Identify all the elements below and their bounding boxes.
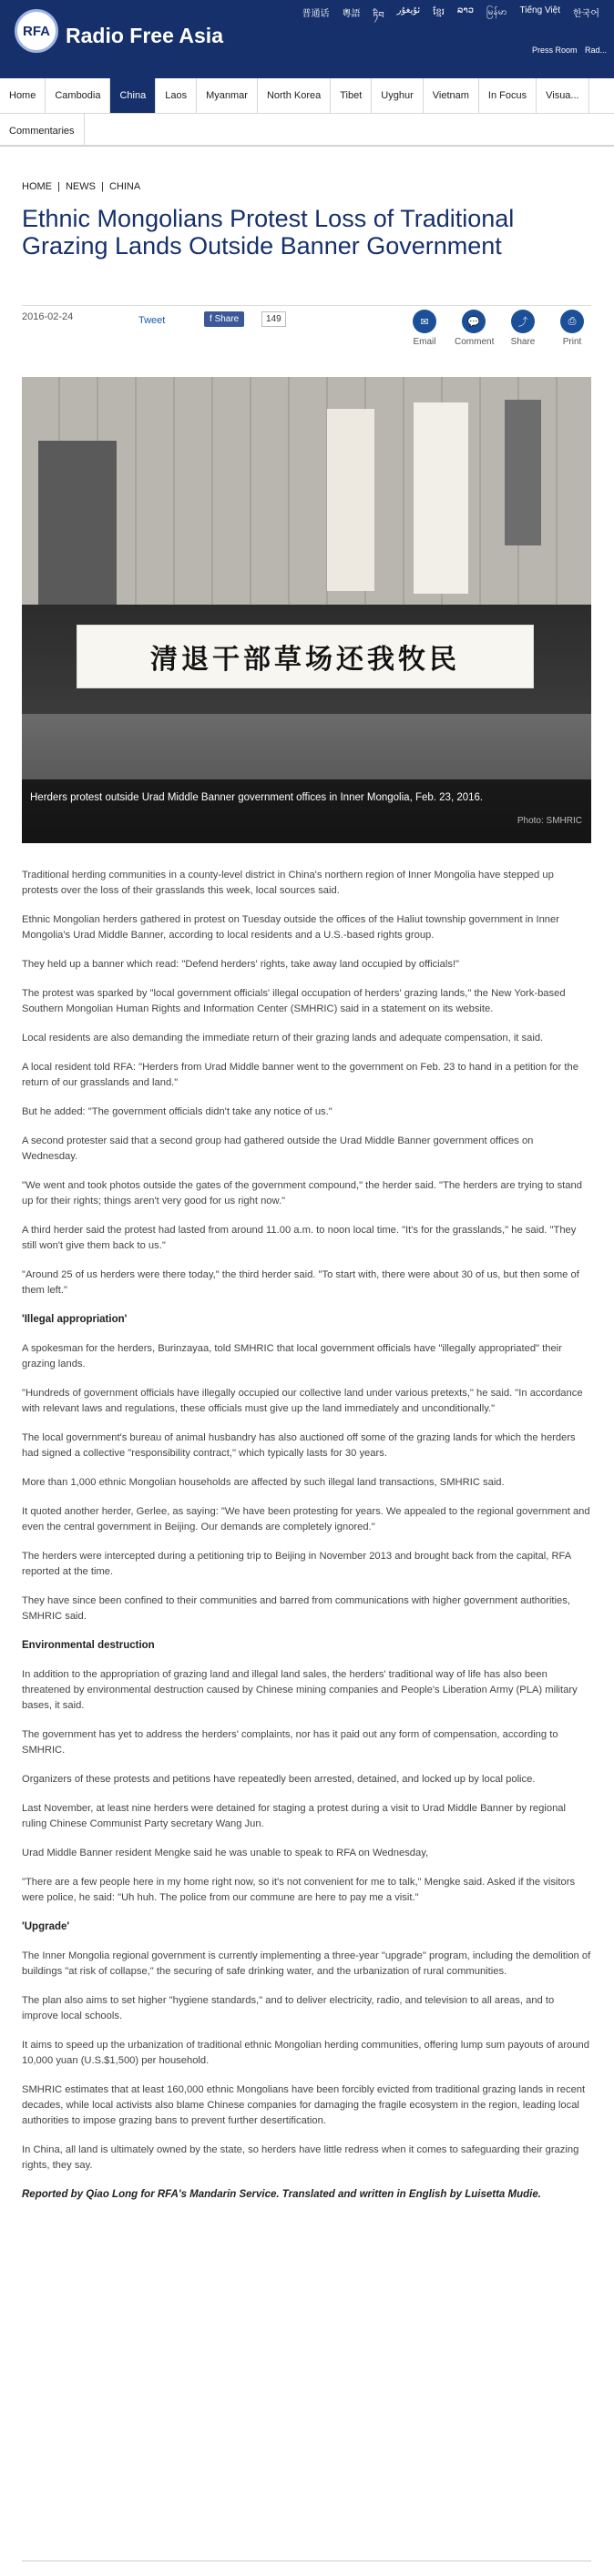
article-paragraph: A spokesman for the herders, Burinzayaa, told SMHRIC that local government officials have "illegally appropriated" their grazing lands. <box>22 1343 562 1369</box>
breadcrumb-home[interactable]: HOME <box>22 181 52 192</box>
nav-item-myanmar[interactable]: Myanmar <box>197 78 258 113</box>
article-body <box>22 868 591 2216</box>
article-paragraph: The herders were intercepted during a petitioning trip to Beijing in November 2013 and brought back from the capital, RFA reported at the time. <box>22 1551 571 1577</box>
nav-item-commentaries[interactable]: Commentaries <box>0 114 85 145</box>
facebook-icon: f <box>210 314 215 324</box>
article-paragraph: But he added: "The government officials didn't take any notice of us." <box>22 1106 333 1117</box>
lang-link[interactable]: မြန်မာ <box>486 7 507 17</box>
article-paragraph: A local resident told RFA: "Herders from Urad Middle banner went to the government on Feb. 23 to hand in a petition for the return of our grasslands and land." <box>22 1062 578 1088</box>
radio-link[interactable]: Rad... <box>584 46 607 55</box>
breadcrumb-china[interactable]: CHINA <box>108 181 141 192</box>
nav-item-uyghur[interactable]: Uyghur <box>372 78 423 113</box>
photo-credit: Photo: SMHRIC <box>517 816 582 826</box>
photo-sign <box>505 400 541 545</box>
print-button[interactable] <box>553 310 591 347</box>
article-paragraph: Urad Middle Banner resident Mengke said he was unable to speak to RFA on Wednesday, <box>22 1848 429 1858</box>
article-paragraph: They have since been confined to their communities and barred from communications with higher government authorities, SMHRIC said. <box>22 1595 570 1622</box>
lang-link[interactable]: 한국어 <box>573 9 599 19</box>
photo-caption-bar <box>22 779 591 843</box>
article-paragraph: A third herder said the protest had lasted from around 11.00 a.m. to noon local time. "It's for the grasslands," he said. "They still won't give them back to us." <box>22 1225 577 1251</box>
breadcrumb-news[interactable]: NEWS <box>65 181 96 192</box>
photo-door <box>38 441 117 623</box>
main-nav <box>0 78 614 147</box>
lang-link[interactable]: ខ្មែរ <box>433 7 445 17</box>
nav-item-laos[interactable]: Laos <box>156 78 197 113</box>
email-button[interactable] <box>405 310 444 347</box>
lang-link[interactable]: ລາວ <box>456 5 475 15</box>
share-actions <box>405 310 591 347</box>
article-paragraph: The protest was sparked by "local government officials' illegal occupation of herders' grazing lands," the New York-based Southern Mongolian Human Rights and Information Center (SMHRIC) said in a statement on its website. <box>22 988 566 1014</box>
lang-link[interactable]: 粵語 <box>342 9 361 19</box>
breadcrumb-sep: | <box>101 181 104 192</box>
photo-sign <box>327 409 374 591</box>
lang-link[interactable]: Tiếng Việt <box>519 5 561 15</box>
site-brand[interactable]: Radio Free Asia <box>66 24 223 47</box>
tweet-button[interactable]: Tweet <box>138 315 166 326</box>
breadcrumb <box>22 181 143 192</box>
facebook-share-label: Share <box>214 314 240 324</box>
rfa-logo[interactable] <box>15 9 58 53</box>
lang-link[interactable]: ئۇيغۇر <box>396 5 421 15</box>
article-paragraph: They held up a banner which read: "Defend herders' rights, take away land occupied by officials!" <box>22 959 460 970</box>
comment-icon: 💬 <box>462 310 486 333</box>
section-heading: 'Illegal appropriation' <box>22 1314 128 1325</box>
protest-banner: 清退干部草场还我牧民 <box>77 625 534 688</box>
article-paragraph: In China, all land is ultimately owned by the state, so herders have little redress when it comes to safeguarding their grazing rights, they say. <box>22 2144 579 2171</box>
article-paragraph: "There are a few people here in my home right now, so it's not convenient for me to talk," Mengke said. Asked if the visitors were police, he said: "Uh huh. The police from our commune are here to pay me a visit." <box>22 1877 576 1903</box>
nav-item-north-korea[interactable]: North Korea <box>258 78 331 113</box>
lang-link[interactable]: ཏིབ <box>373 11 384 21</box>
facebook-share-button[interactable] <box>204 311 244 327</box>
share-label: Share <box>510 337 536 347</box>
article-paragraph: Organizers of these protests and petitions have repeatedly been arrested, detained, and locked up by local police. <box>22 1774 536 1785</box>
share-count: 149 <box>261 311 286 327</box>
press-room-link[interactable]: Press Room <box>531 46 578 55</box>
language-links <box>302 5 599 31</box>
lang-link[interactable]: 普通话 <box>302 9 330 19</box>
article-paragraph: It aims to speed up the urbanization of traditional ethnic Mongolian herding communities, offering lump sum payouts of around 10,000 yuan (U.S.$1,500) per household. <box>22 2040 589 2066</box>
nav-item-in-focus[interactable]: In Focus <box>479 78 537 113</box>
print-label: Print <box>562 337 582 347</box>
article-paragraph: Last November, at least nine herders were detained for staging a protest during a visit to Urad Middle Banner by regional ruling Chinese Communist Party secretary Wang Jun. <box>22 1803 567 1829</box>
email-icon: ✉ <box>413 310 436 333</box>
share-button[interactable] <box>504 310 542 347</box>
article-paragraph: Local residents are also demanding the immediate return of their grazing lands and adequate compensation, it said. <box>22 1033 544 1044</box>
nav-item-cambodia[interactable]: Cambodia <box>46 78 110 113</box>
article-photo <box>22 377 591 843</box>
nav-item-visual[interactable]: Visua... <box>537 78 589 113</box>
photo-caption: Herders protest outside Urad Middle Banner government offices in Inner Mongolia, Feb. 23, 2016. <box>30 792 484 803</box>
article-date: 2016-02-24 <box>22 311 74 322</box>
email-label: Email <box>413 337 436 347</box>
print-icon: ⎙ <box>560 310 584 333</box>
nav-item-tibet[interactable]: Tibet <box>331 78 372 113</box>
comment-button[interactable] <box>455 310 493 347</box>
nav-item-china[interactable]: China <box>110 78 156 113</box>
press-links <box>527 46 607 55</box>
article-meta <box>22 305 591 347</box>
article-paragraph: More than 1,000 ethnic Mongolian households are affected by such illegal land transactions, SMHRIC said. <box>22 1477 505 1488</box>
nav-item-vietnam[interactable]: Vietnam <box>424 78 479 113</box>
nav-item-home[interactable]: Home <box>0 78 46 113</box>
nav-row <box>0 78 614 114</box>
logo-text: RFA <box>23 23 50 39</box>
article-paragraph: In addition to the appropriation of grazing land and illegal land sales, the herders' traditional way of life has also been threatened by environmental destruction caused by Chinese mining companies and People's Liberation Army (PLA) military bases, it said. <box>22 1669 578 1711</box>
photo-sign <box>414 402 468 594</box>
article-title: Ethnic Mongolians Protest Loss of Traditional Grazing Lands Outside Banner Government <box>22 205 515 260</box>
article-paragraph: It quoted another herder, Gerlee, as saying: "We have been protesting for years. We appealed to the regional government and even the central government in Beijing. Our demands are completely ignored." <box>22 1506 590 1532</box>
comment-label: Comment <box>455 337 495 347</box>
nav-row-2 <box>0 114 614 146</box>
section-heading: Environmental destruction <box>22 1640 155 1651</box>
site-header <box>0 0 614 78</box>
section-heading: 'Upgrade' <box>22 1921 70 1932</box>
article-paragraph: The Inner Mongolia regional government is currently implementing a three-year "upgrade" program, including the demolition of buildings "at risk of collapse," the securing of safe drinking water, and the urbanization of rural communities. <box>22 1950 591 1977</box>
article-credit: Reported by Qiao Long for RFA's Mandarin Service. Translated and written in English by Luisetta Mudie. <box>22 2189 541 2200</box>
article-paragraph: Ethnic Mongolian herders gathered in protest on Tuesday outside the offices of the Haliut township government in Inner Mongolia's Urad Middle Banner, according to local residents and a U.S.-based rights group. <box>22 914 559 941</box>
article-paragraph: "Around 25 of us herders were there today," the third herder said. "To start with, there were about 30 of us, but then some of them left." <box>22 1269 579 1296</box>
article-paragraph: The local government's bureau of animal husbandry has also auctioned off some of the grazing lands for which the herders had signed a collective "responsibility contract," which typically lasts for 30 years. <box>22 1432 576 1459</box>
article-paragraph: Traditional herding communities in a county-level district in China's northern region of Inner Mongolia have stepped up protests over the loss of their grasslands this week, local sources said. <box>22 870 554 896</box>
article-paragraph: "Hundreds of government officials have illegally occupied our collective land under various pretexts," he said. "In accordance with relevant laws and regulations, these officials must give up the land immediately and unconditionally." <box>22 1388 583 1414</box>
article-paragraph: The plan also aims to set higher "hygiene standards," and to deliver electricity, radio, and television to all areas, and to improve local schools. <box>22 1995 555 2021</box>
article-paragraph: The government has yet to address the herders' complaints, nor has it paid out any form of compensation, according to SMHRIC. <box>22 1729 558 1756</box>
share-icon: ⤴ <box>511 310 535 333</box>
article-paragraph: A second protester said that a second group had gathered outside the Urad Middle Banner government offices on Wednesday. <box>22 1135 534 1162</box>
article-paragraph: "We went and took photos outside the gates of the government compound," the herder said. "The herders are trying to stand up for their rights; things aren't very good for us right now." <box>22 1180 582 1207</box>
breadcrumb-sep: | <box>57 181 60 192</box>
article-paragraph: SMHRIC estimates that at least 160,000 ethnic Mongolians have been forcibly evicted from traditional grazing lands in recent decades, while local activists also blame Chinese companies for damaging the fragile ecosystem in the region, leading local authorities to impose grazing bans to prevent further desertification. <box>22 2084 586 2126</box>
